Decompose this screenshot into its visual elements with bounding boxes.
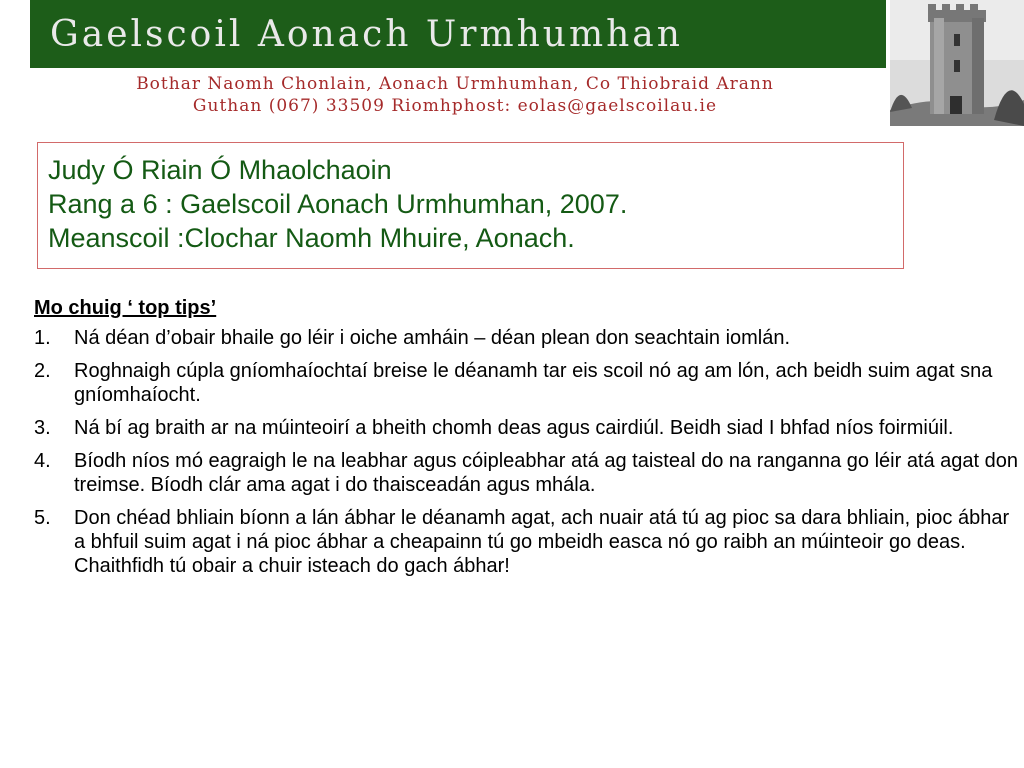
- tip-number: 5.: [34, 507, 51, 529]
- tower-photo-graphic: [890, 0, 1024, 126]
- tip-number: 3.: [34, 417, 51, 439]
- tips-section: [34, 296, 1019, 587]
- tip-text: Roghnaigh cúpla gníomhaíochtaí breise le déanamh tar eis scoil nó ag am lón, ach beidh suim agat sna gníomhaíocht.: [74, 360, 993, 406]
- tips-heading: Mo chuig ‘ top tips’: [34, 297, 217, 319]
- tip-text: Ná bí ag braith ar na múinteoirí a bheith chomh deas agus cairdiúl. Beidh siad I bhfad níos foirmiúil.: [74, 417, 954, 439]
- tips-list: [34, 326, 1019, 578]
- list-item: [34, 359, 1019, 407]
- tip-number: 2.: [34, 360, 51, 382]
- school-contact: Guthan (067) 33509 Riomhphost: eolas@gaelscoilau.ie: [192, 96, 718, 116]
- school-banner: [30, 0, 886, 68]
- school-address: Bothar Naomh Chonlain, Aonach Urmhumhan, Co Thiobraid Arann: [136, 74, 774, 94]
- author-name: Judy Ó Riain Ó Mhaolchaoin: [48, 155, 392, 185]
- list-item: [34, 416, 1019, 440]
- tip-number: 4.: [34, 450, 51, 472]
- author-info-box: [37, 142, 904, 269]
- list-item: [34, 449, 1019, 497]
- list-item: [34, 326, 1019, 350]
- list-item: [34, 506, 1019, 578]
- tower-photo-icon: [890, 0, 1024, 126]
- author-secondary-school: Meanscoil :Clochar Naomh Mhuire, Aonach.: [48, 223, 575, 253]
- school-name: Gaelscoil Aonach Urmhumhan: [50, 13, 683, 55]
- tip-number: 1.: [34, 327, 51, 349]
- tip-text: Don chéad bhliain bíonn a lán ábhar le déanamh agat, ach nuair atá tú ag pioc sa dara bhliain, pioc ábhar a bhfuil suim agat i ná pioc ábhar a cheapainn tú go mbeidh easca nó go raibh an múinteoir go deas. Chaithfidh tú obair a chuir isteach do gach ábhar!: [74, 507, 1010, 577]
- author-class: Rang a 6 : Gaelscoil Aonach Urmhumhan, 2007.: [48, 189, 628, 219]
- tip-text: Ná déan d’obair bhaile go léir i oiche amháin – déan plean don seachtain iomlán.: [74, 327, 791, 349]
- tip-text: Bíodh níos mó eagraigh le na leabhar agus cóipleabhar atá ag taisteal do na ranganna go léir atá agat don treimse. Bíodh clár ama agat i do thaisceadán agus mhála.: [74, 450, 1019, 496]
